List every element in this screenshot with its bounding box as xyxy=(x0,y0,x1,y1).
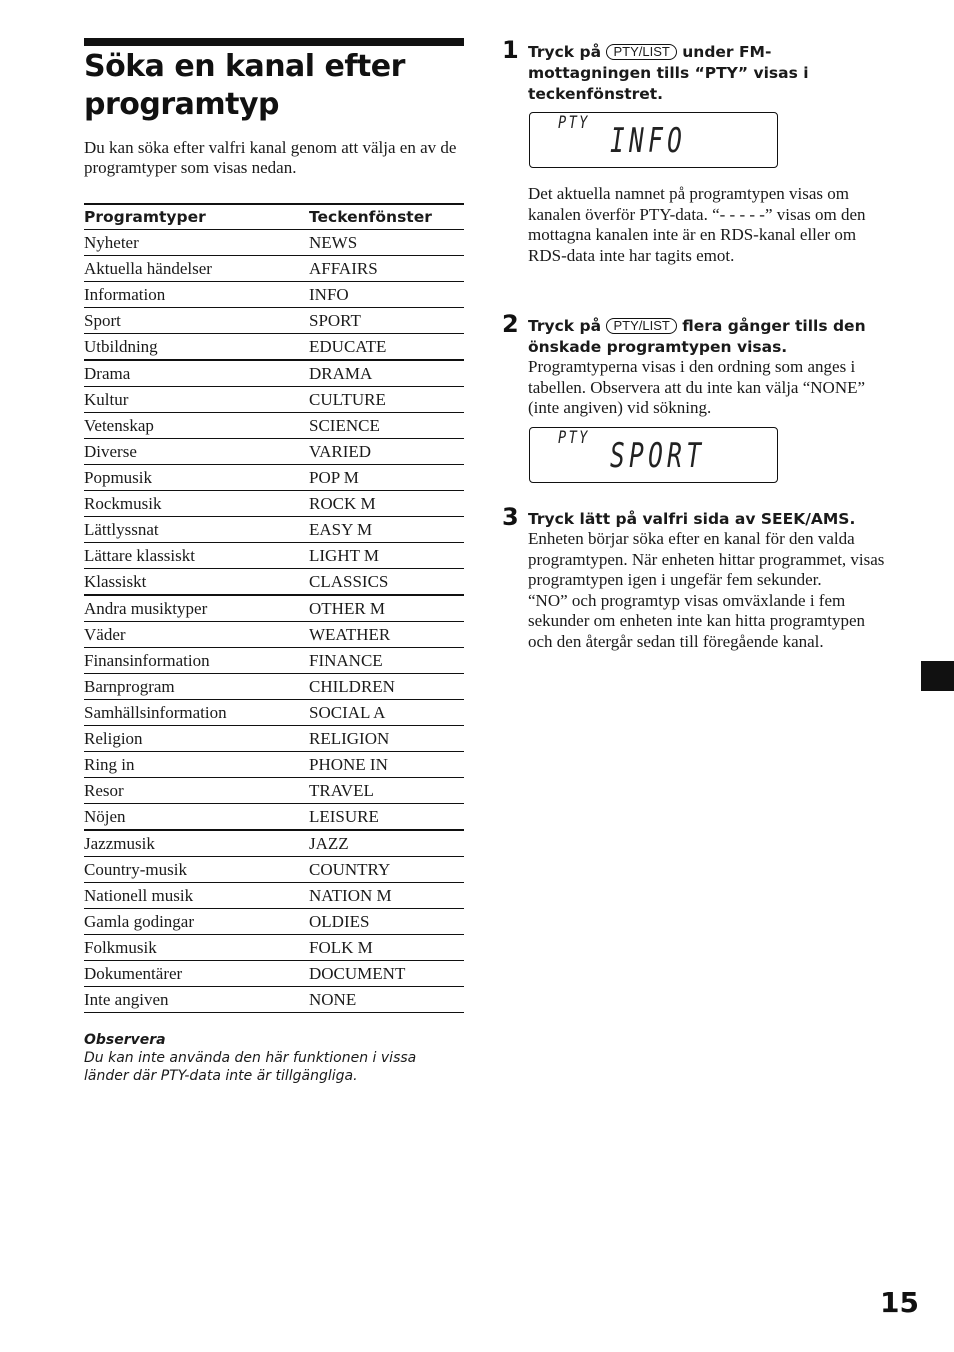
table-header-row xyxy=(84,204,464,230)
table-row xyxy=(84,674,464,700)
display-text-cell: VARIED xyxy=(309,439,464,465)
table-body xyxy=(84,230,464,1013)
program-type-cell: Diverse xyxy=(84,439,309,465)
table-row xyxy=(84,987,464,1013)
table-row xyxy=(84,595,464,622)
program-type-cell: Lättlyssnat xyxy=(84,517,309,543)
display-text-cell: DRAMA xyxy=(309,360,464,387)
step-1-heading xyxy=(528,42,888,105)
display-text-cell: FOLK M xyxy=(309,935,464,961)
display-text-cell: INFO xyxy=(309,282,464,308)
table-row xyxy=(84,256,464,282)
note-text: Du kan inte använda den här funktionen i vissa länder där PTY-data inte är tillgängliga. xyxy=(84,1050,417,1084)
step-3-body-text-2: “NO” och programtyp visas omväxlande i fem sekunder om enheten inte kan hitta programtypen och den återgår sedan till föregående kanal. xyxy=(528,590,866,651)
display-text-cell: CULTURE xyxy=(309,387,464,413)
program-type-cell: Gamla godingar xyxy=(84,909,309,935)
step-2-heading-after: flera gånger tills den önskade programtypen visas. xyxy=(528,317,866,356)
step-3-heading: Tryck lätt på valfri sida av SEEK/AMS. xyxy=(528,510,856,528)
display-text-cell: LIGHT M xyxy=(309,543,464,569)
program-type-cell: Popmusik xyxy=(84,465,309,491)
table-row xyxy=(84,961,464,987)
program-type-cell: Resor xyxy=(84,778,309,804)
program-type-cell: Nationell musik xyxy=(84,883,309,909)
program-type-cell: Andra musiktyper xyxy=(84,595,309,622)
table-row xyxy=(84,439,464,465)
table-row xyxy=(84,778,464,804)
table-row xyxy=(84,308,464,334)
table-row xyxy=(84,334,464,361)
program-type-cell: Nöjen xyxy=(84,804,309,831)
step-1-heading-before: Tryck på xyxy=(528,43,602,61)
display-text-cell: OTHER M xyxy=(309,595,464,622)
table-row xyxy=(84,230,464,256)
program-type-cell: Klassiskt xyxy=(84,569,309,596)
table-row xyxy=(84,569,464,596)
program-type-cell: Finansinformation xyxy=(84,648,309,674)
table-row xyxy=(84,413,464,439)
lcd-value: SPORT xyxy=(610,436,706,476)
display-text-cell: NONE xyxy=(309,987,464,1013)
column-header-display: Teckenfönster xyxy=(309,204,464,230)
display-text-cell: EDUCATE xyxy=(309,334,464,361)
display-text-cell: WEATHER xyxy=(309,622,464,648)
program-type-cell: Ring in xyxy=(84,752,309,778)
lcd-pty-label: PTY xyxy=(558,113,590,133)
display-text-cell: NEWS xyxy=(309,230,464,256)
table-row xyxy=(84,491,464,517)
display-text-cell: SOCIAL A xyxy=(309,700,464,726)
program-type-cell: Rockmusik xyxy=(84,491,309,517)
program-type-cell: Aktuella händelser xyxy=(84,256,309,282)
pty-list-key: PTY/LIST xyxy=(606,44,676,60)
table-row xyxy=(84,726,464,752)
table-row xyxy=(84,465,464,491)
display-text-cell: DOCUMENT xyxy=(309,961,464,987)
program-type-cell: Barnprogram xyxy=(84,674,309,700)
display-text-cell: FINANCE xyxy=(309,648,464,674)
title-rule xyxy=(84,38,464,46)
step-1-heading-after: under FM-mottagningen tills “PTY” visas i teckenfönstret. xyxy=(528,43,809,103)
display-text-cell: AFFAIRS xyxy=(309,256,464,282)
program-type-cell: Jazzmusik xyxy=(84,830,309,857)
table-row xyxy=(84,830,464,857)
program-type-cell: Folkmusik xyxy=(84,935,309,961)
display-text-cell: SPORT xyxy=(309,308,464,334)
step-1-body: Det aktuella namnet på programtypen visas om kanalen överför PTY-data. “- - - - -” visas om den mottagna kanalen inte är en RDS-kanal eller om RDS-data inte har tagits emot. xyxy=(528,184,866,265)
program-type-cell: Dokumentärer xyxy=(84,961,309,987)
table-row xyxy=(84,752,464,778)
display-text-cell: CLASSICS xyxy=(309,569,464,596)
step-2-number: 2 xyxy=(502,310,519,338)
program-type-cell: Information xyxy=(84,282,309,308)
table-row xyxy=(84,857,464,883)
table-row xyxy=(84,517,464,543)
display-text-cell: RELIGION xyxy=(309,726,464,752)
display-text-cell: SCIENCE xyxy=(309,413,464,439)
display-text-cell: COUNTRY xyxy=(309,857,464,883)
table-row xyxy=(84,543,464,569)
program-type-cell: Kultur xyxy=(84,387,309,413)
display-text-cell: TRAVEL xyxy=(309,778,464,804)
table-row xyxy=(84,909,464,935)
display-text-cell: PHONE IN xyxy=(309,752,464,778)
step-2-heading-before: Tryck på xyxy=(528,317,602,335)
step-3-body xyxy=(528,529,888,652)
display-info xyxy=(529,112,778,168)
table-row xyxy=(84,622,464,648)
table-row xyxy=(84,282,464,308)
page-number: 15 xyxy=(880,1286,919,1319)
display-text-cell: EASY M xyxy=(309,517,464,543)
display-text-cell: POP M xyxy=(309,465,464,491)
program-type-cell: Utbildning xyxy=(84,334,309,361)
table-row xyxy=(84,387,464,413)
step-1-number: 1 xyxy=(502,36,519,64)
column-header-program-types: Programtyper xyxy=(84,204,309,230)
table-row xyxy=(84,935,464,961)
display-text-cell: JAZZ xyxy=(309,830,464,857)
display-text-cell: ROCK M xyxy=(309,491,464,517)
program-type-cell: Drama xyxy=(84,360,309,387)
note-title: Observera xyxy=(84,1032,166,1048)
step-2-body: Programtyperna visas i den ordning som anges i tabellen. Observera att du inte kan välja “NONE” (inte angiven) vid sökning. xyxy=(528,357,866,417)
program-type-cell: Lättare klassiskt xyxy=(84,543,309,569)
table-row xyxy=(84,883,464,909)
display-text-cell: NATION M xyxy=(309,883,464,909)
display-text-cell: LEISURE xyxy=(309,804,464,831)
lcd-pty-label: PTY xyxy=(558,428,590,448)
program-type-cell: Vetenskap xyxy=(84,413,309,439)
table-row xyxy=(84,700,464,726)
page-title: Söka en kanal efter programtyp xyxy=(84,49,405,122)
step-2-heading xyxy=(528,316,888,358)
display-sport xyxy=(529,427,778,483)
table-row xyxy=(84,648,464,674)
intro-text: Du kan söka efter valfri kanal genom att välja en av de programtyper som visas nedan. xyxy=(84,138,457,177)
display-text-cell: OLDIES xyxy=(309,909,464,935)
program-type-cell: Inte angiven xyxy=(84,987,309,1013)
program-type-cell: Country-musik xyxy=(84,857,309,883)
step-3-number: 3 xyxy=(502,503,519,531)
display-text-cell: CHILDREN xyxy=(309,674,464,700)
pty-list-key: PTY/LIST xyxy=(606,318,676,334)
table-row xyxy=(84,360,464,387)
program-type-cell: Religion xyxy=(84,726,309,752)
note-block xyxy=(84,1031,464,1085)
program-type-cell: Nyheter xyxy=(84,230,309,256)
table-row xyxy=(84,804,464,831)
step-3-body-text: Enheten börjar söka efter en kanal för den valda programtypen. När enheten hittar programmet, visas programtypen igen i ungefär fem sekunder. xyxy=(528,529,885,589)
program-type-cell: Väder xyxy=(84,622,309,648)
program-type-cell: Samhällsinformation xyxy=(84,700,309,726)
section-tab-marker xyxy=(921,661,954,691)
program-type-table xyxy=(84,203,464,1013)
lcd-value: INFO xyxy=(610,121,687,161)
program-type-cell: Sport xyxy=(84,308,309,334)
